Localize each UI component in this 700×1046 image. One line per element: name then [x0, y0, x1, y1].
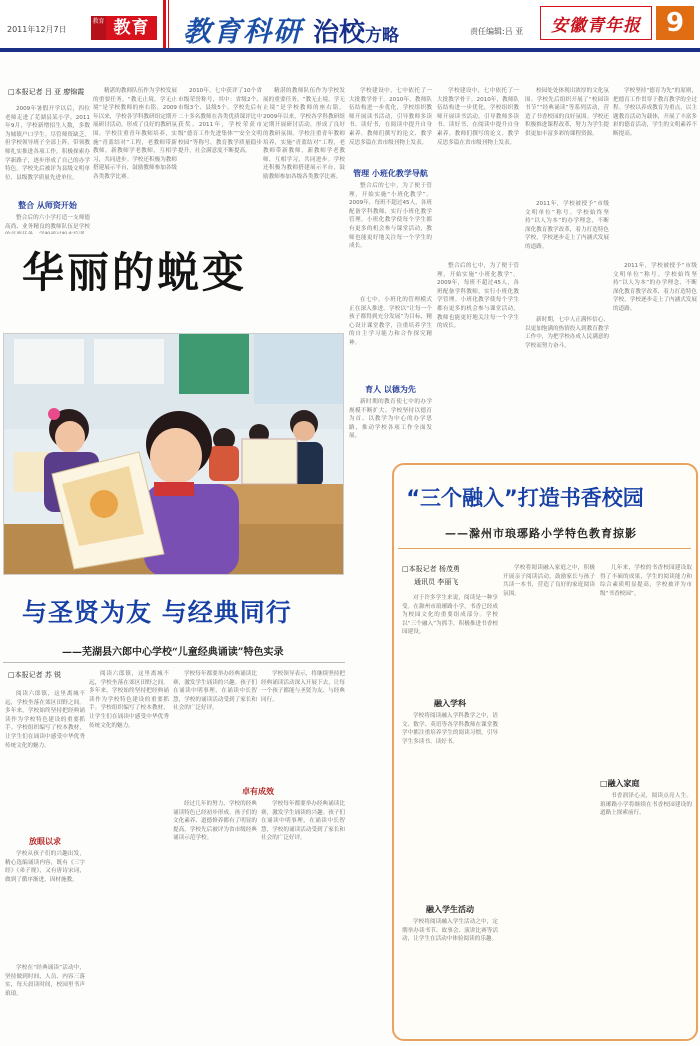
story2-byline: □本报记者 苏 锐 [8, 671, 62, 679]
newspaper-logo [540, 6, 652, 40]
story2-paragraph: 学校领导表示，将继续坚持把经典诵读活动深入开展下去，让每一个孩子都能与圣贤为友、与经典同行。 [261, 671, 345, 703]
story2-rule [3, 662, 345, 663]
masthead-rule-thin [168, 0, 169, 48]
column-title-bold: 治校 [313, 18, 366, 48]
classroom-reading-photo [3, 333, 344, 575]
story3-paragraph: 对于许多学生来说，阅读是一种享受。在滁州市琅琊路小学，书香已经成为校园文化的重要组成部分。学校以“三个融入”为抓手，积极推进书香校园建设。 [402, 595, 498, 636]
story2-paragraph: 学校每年都要举办经典诵读比赛，激发学生诵读的兴趣。孩子们在诵读中明事理，在诵读中长智慧，学校的诵读活动受到了家长和社会的广泛好评。 [261, 801, 345, 842]
story1-paragraph: 2010年，七中获评了10个省市级荣誉称号，其中：省级2个、市级3个、县级5个。学校先后有二十多名教师在各类优质课评比中获奖。2011年，学校荣获市级“德育工作先进集体”“安全文明校园”等称号，教育教学质量稳步提升，社会满意度不断提高。 [178, 88, 262, 155]
newspaper-name: 安徽青年报 [551, 15, 641, 36]
story1-paragraph: 在七中，小班化的管理模式正在深入推进。学校以“让每一个孩子都得到充分发展”为目标，精心设计课堂教学，注重培养学生的自主学习能力和合作探究精神。 [349, 297, 432, 346]
story1-paragraph: 整合后的六小学打造一支师德高尚、业务精良的教师队伍是学校 [5, 215, 90, 230]
story3-rule [398, 548, 691, 549]
classroom-photo-illustration [4, 334, 344, 575]
story3-paragraph: 学校将阅读融入学生活动之中，定期举办读书节、故事会、演讲比赛等活动，让学生在活动中体验阅读的乐趣。 [402, 919, 498, 943]
story1-paragraph: 2011年，学校被授予“市级文明单位”称号。学校始终坚持“以人为本”的办学理念，不断深化教育教学改革，着力打造特色学校，学校逐步走上了内涵式发展的道路。 [613, 263, 697, 312]
column-title [183, 10, 400, 48]
story1-paragraph: 精湛的教师队伍作为学校发展的重要任务。“教无止境，学无止境”是学校教师的座右铭。2009年以来，学校各学科教研组定期开展研讨活动，形成了良好的教研氛围。学校注重青年教师培养，实施“青蓝结对”工程，老教师带新教师，新教师学老教师，互相学习，共同进步。学校还积极为教师搭建展示平台，鼓励教师参加各级各类教学比赛。 [93, 88, 177, 180]
page-number: 9 [656, 6, 694, 40]
story3-byline-2: 通讯员 李丽飞 [414, 578, 459, 586]
story2-paragraph: 学校每年都要举办经典诵读比赛，激发学生诵读的兴趣。孩子们在诵读中明事理，在诵读中长智慧，学校的诵读活动受到了家长和社会的广泛好评。 [173, 671, 257, 712]
column-title-tail: 方略 [365, 26, 400, 46]
story1-subheading: 管理 小班化教学导航 [353, 169, 428, 178]
editor-credit: 责任编辑:吕 亚 [470, 27, 524, 36]
story2-paragraph: 阅读六郎镇，这里离城不远，学校坐落在郊区田野之间。多年来，学校始终坚持把经典诵读作为学校特色建设的重要抓手。学校组织编写了校本教材，让学生们在诵读中感受中华优秀传统文化的魅力。 [5, 691, 85, 749]
masthead-rule [163, 0, 166, 48]
story3-paragraph: 书香润泽心灵，阅读点亮人生。琅琊路小学将继续在书香校园建设的道路上探索前行。 [600, 793, 692, 817]
story1-paragraph: 新时期的教育使七中的办学规模不断扩大。学校坚持以德育为首、以教学为中心的办学思路，推动学校各项工作全面发展。 [349, 399, 432, 440]
story1-paragraph: 精湛的教师队伍作为学校发展的重要任务。“教无止境，学无止境”是学校教师的座右铭。2009年以来，学校各学科教研组定期开展研讨活动，形成了良好的教研氛围。学校注重青年教师培养，实施“青蓝结对”工程，老教师带新教师，新教师学老教师，互相学习，共同进步。学校还积极为教师搭建展示平台，鼓励教师参加各级各类教学比赛。 [263, 88, 345, 180]
story1-paragraph: 2011年，学校被授予“市级文明单位”称号。学校始终坚持“以人为本”的办学理念，不断深化教育教学改革，着力打造特色学校，学校逐步走上了内涵式发展的道路。 [525, 201, 609, 250]
story1-paragraph: 学校建设中，七中依托了一大批教学骨干。2010年，教师队伍结构进一步优化，学校组织教师开展读书活动，引导教师多读书、读好书，在阅读中提升自身素养。教师们撰写的论文、教学反思多篇在省市级刊物上发表。 [437, 88, 519, 146]
story3-paragraph: 学校将阅读融入家庭之中，积极开展亲子阅读活动，鼓励家长与孩子共读一本书，营造了良好的家庭阅读氛围。 [503, 565, 595, 597]
story3-subtitle: ——滁州市琅琊路小学特色教育掠影 [445, 527, 637, 540]
story3-subheading: 融入学科 [434, 699, 466, 708]
story3-subheading: □融入家庭 [600, 779, 640, 788]
story2-title: 与圣贤为友 与经典同行 [22, 598, 292, 627]
issue-date: 2011年12月7日 [7, 25, 67, 34]
story1-paragraph: 学校建设中，七中依托了一大批教学骨干。2010年，教师队伍结构进一步优化，学校组织教师开展读书活动，引导教师多读书、读好书，在阅读中提升自身素养。教师们撰写的论文、教学反思多篇在省市级刊物上发表。 [349, 88, 432, 146]
story2-paragraph: 阅读六郎镇，这里离城不远，学校坐落在郊区田野之间。多年来，学校始终坚持把经典诵读作为学校特色建设的重要抓手。学校组织编写了校本教材，让学生们在诵读中感受中华优秀传统文化的魅力。 [89, 671, 169, 729]
story1-byline: □本报记者 吕 亚 廖锦霞 [8, 88, 85, 96]
section-tag-small: 教育 [91, 16, 106, 40]
section-tag-big: 教育 [106, 16, 157, 40]
story3-paragraph: 几年来，学校的书香校园建设取得了丰硕的成果，学生的阅读能力和综合素质明显提高，学校被评为市级“书香校园”。 [600, 565, 692, 597]
masthead [0, 0, 700, 48]
story1-headline: 华丽的蜕变 [22, 248, 248, 297]
story3-title: “三个融入”打造书香校园 [406, 486, 644, 510]
story2-subheading: 卓有成效 [242, 787, 274, 796]
story1-paragraph: 校园处处体现出浓厚的文化氛围。学校先后组织开展了“校园读书节”“经典诵读”等系列活动，营造了书香校园的良好氛围。学校还积极推进课程改革，努力为学生提供更加丰富多彩的课程资源。 [525, 88, 609, 137]
story1-paragraph: 学校坚持“德育为先”的原则，把德育工作贯穿于教育教学的全过程。学校以养成教育为重点，以主题教育活动为载体，开展了丰富多彩的德育活动，学生的文明素养不断提高。 [613, 88, 697, 137]
story1-paragraph: 整合后的七中，为了便于管理，开始实施“小班化教学”。2009年，每班不超过45人，各班配备学科教师，实行小班化教学管理。小班化教学使每个学生都有更多的机会参与课堂活动，教师也能更好地关注每一个学生的成长。 [349, 183, 432, 250]
story3-byline: □本报记者 杨茂勇 [402, 565, 460, 573]
story2-paragraph: 学校在“经典诵读”活动中，坚持做到时间、人员、内容三落实，每天晨读时间，校园里书声琅琅。 [5, 965, 85, 997]
story3-subheading: 融入学生活动 [426, 905, 474, 914]
story1-paragraph: 2009年暑假开学以后，四位老师走进了芜湖县某小学。2011年9月，学校新增招生人数，多数为城镇户口学生。尽管师资缺乏，但学校领导班子全部上阵，带领教师扎实推进各项工作，积极探索办学新路子，逐步形成了自己的办学特色。学校先后被评为县级文明单位、县级教学质量先进单位。 [5, 106, 90, 181]
column-title-italic: 教育科研 [183, 15, 304, 48]
section-tag [91, 16, 157, 40]
story2-subheading: 放眼以求 [29, 837, 61, 846]
story1-paragraph: 新时期，七中人正满怀信心，以更加饱满的热情投入到教育教学工作中，为把学校办成人民满意的学校而努力奋斗。 [525, 317, 609, 349]
story1-subheading: 育人 以德为先 [365, 385, 416, 394]
story2-paragraph: 学校从孩子们的兴趣出发，精心选编诵读内容，既有《三字经》《弟子规》，又有唐诗宋词，做到了循序渐进，因材施教。 [5, 851, 85, 883]
story1-paragraph: 整合后的七中，为了便于管理，开始实施“小班化教学”。2009年，每班不超过45人，各班配备学科教师，实行小班化教学管理。小班化教学使每个学生都有更多的机会参与课堂活动，教师也能更好地关注每一个学生的成长。 [437, 263, 519, 330]
story3-paragraph: 学校将阅读融入学科教学之中，语文、数学、英语等各学科教师在课堂教学中都注重培养学生的阅读习惯，引导学生多读书、读好书。 [402, 713, 498, 745]
story2-subtitle: ——芜湖县六郎中心学校“儿童经典诵读”特色实录 [62, 647, 284, 658]
masthead-underline [0, 48, 700, 52]
story2-paragraph: 经过几年的努力，学校的经典诵读特色已经初步形成。孩子们的文化素养、道德修养都有了明显的提高。学校先后被评为省市级经典诵读示范学校。 [173, 801, 257, 842]
story1-subheading: 整合 从师资开始 [18, 201, 77, 210]
